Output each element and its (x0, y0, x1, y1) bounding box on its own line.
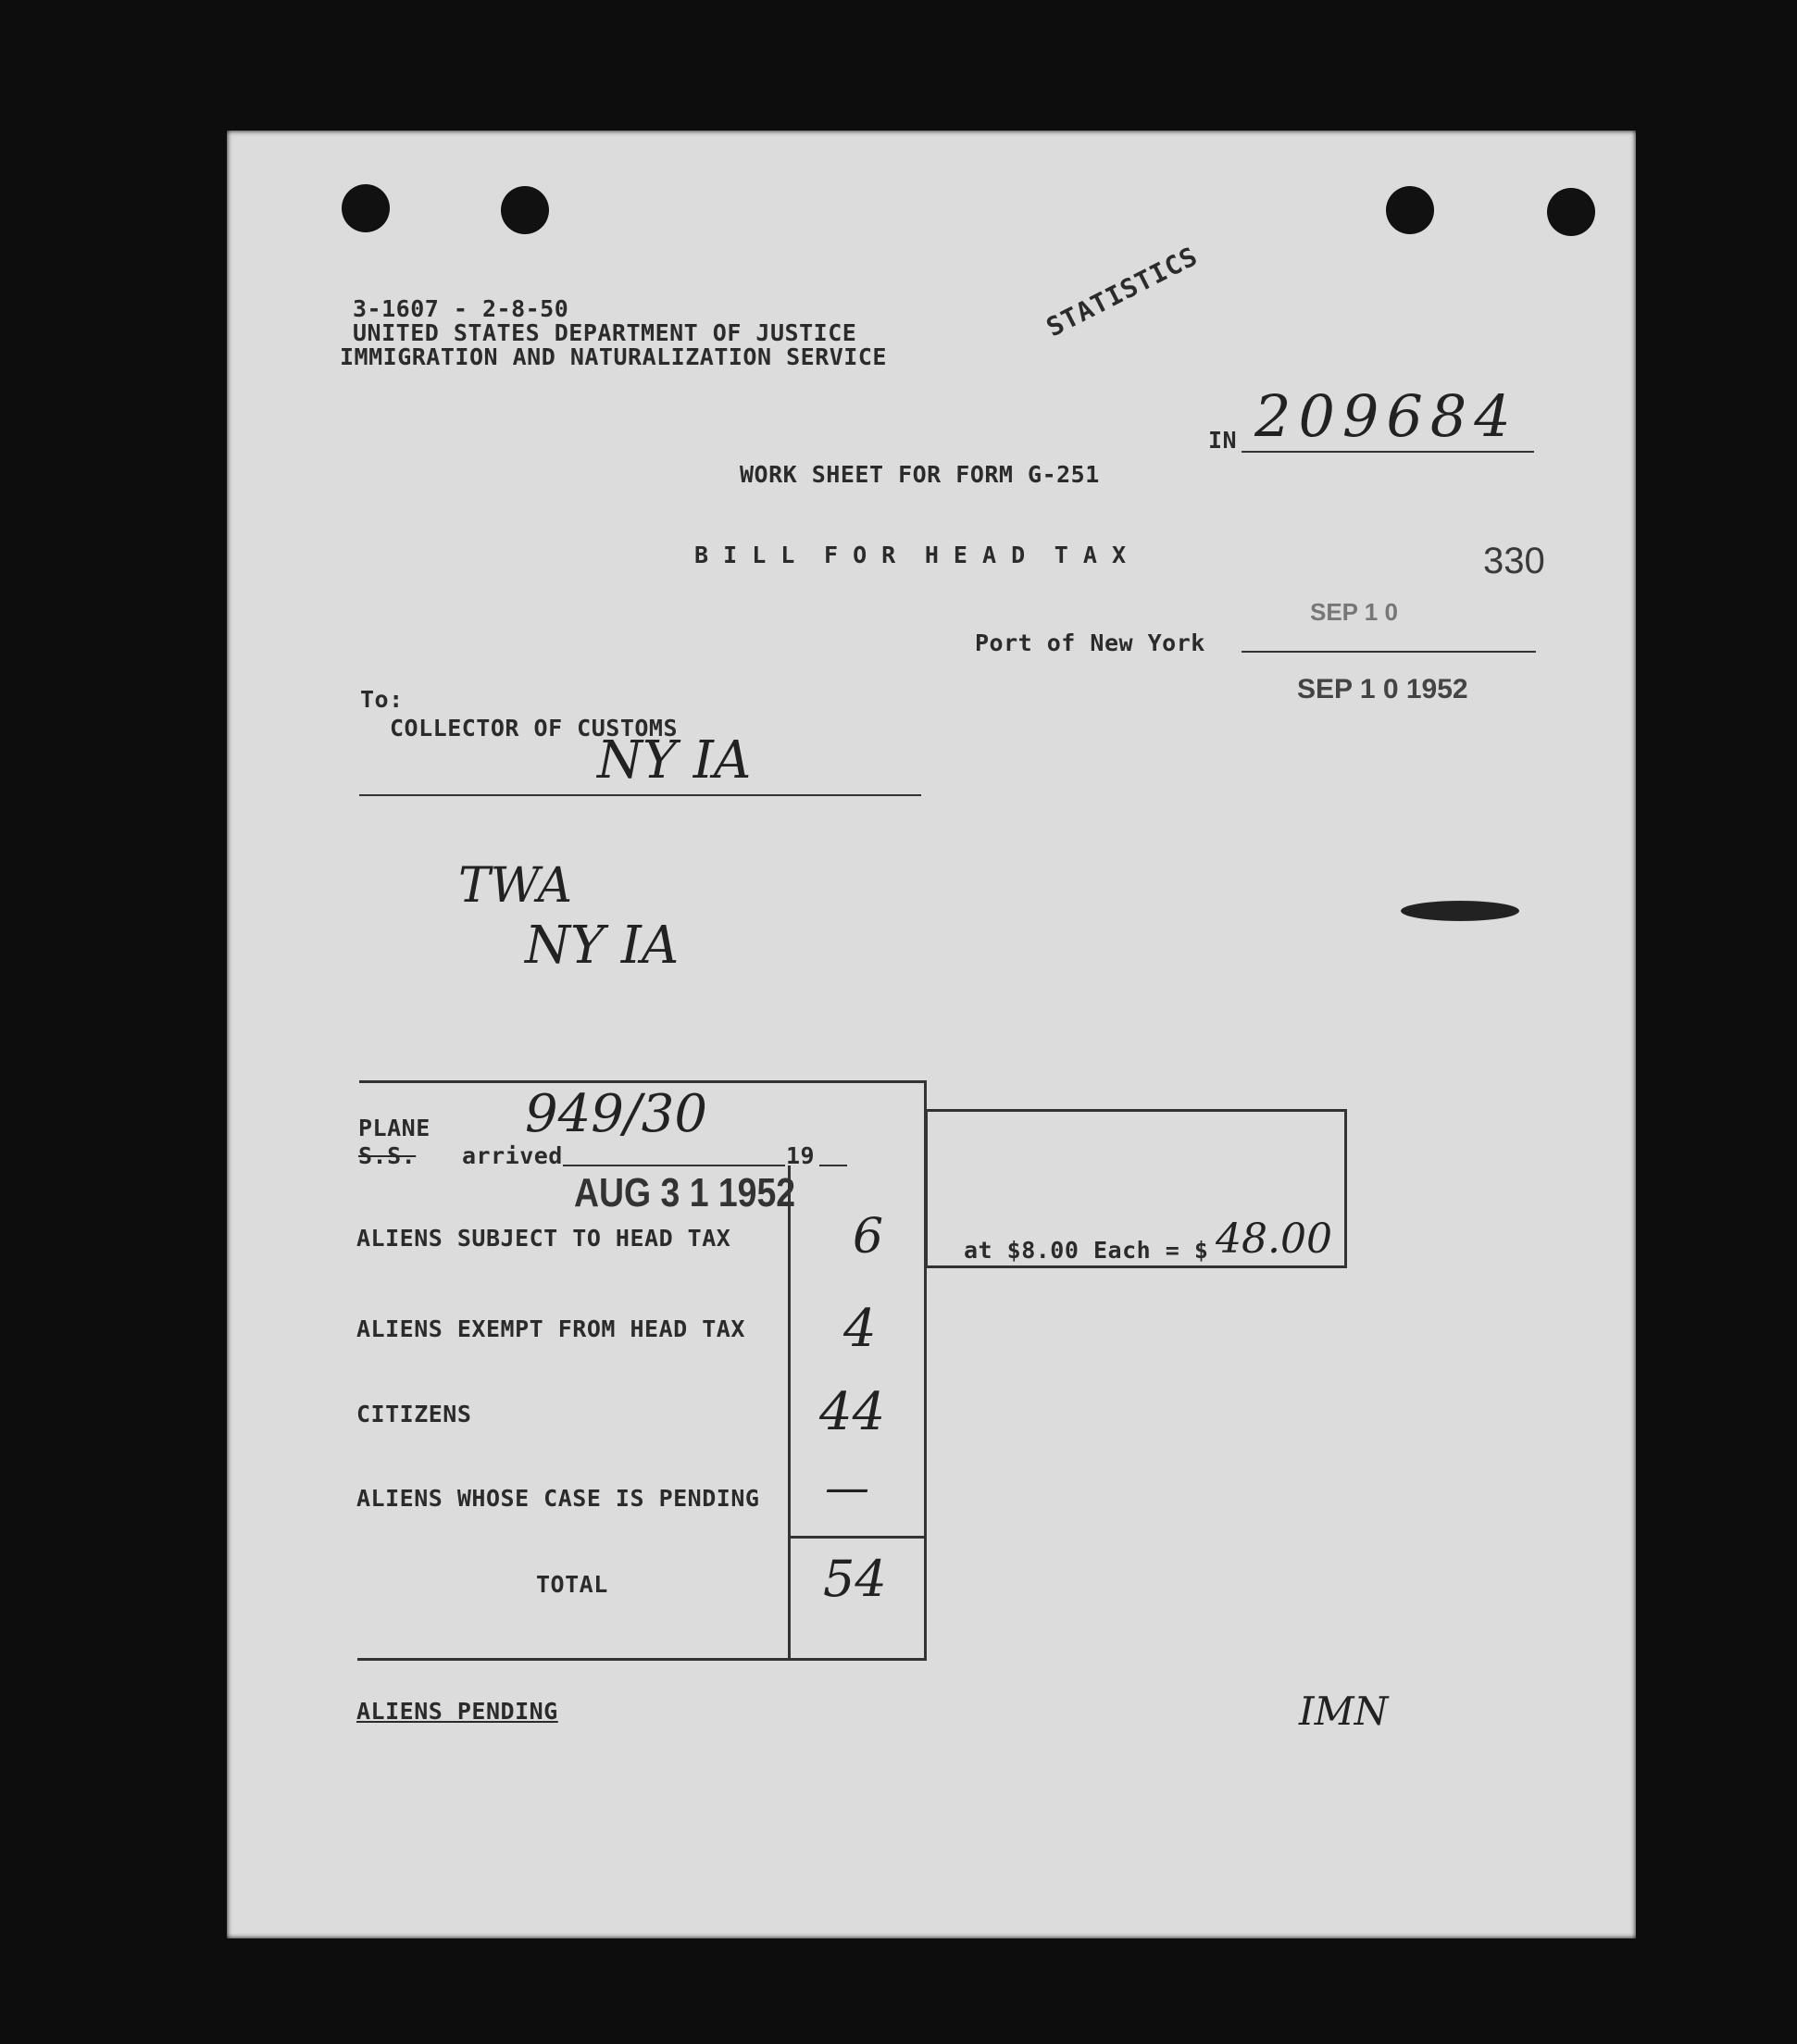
arrived-underline (563, 1165, 785, 1166)
ss-label: S.S. (358, 1142, 417, 1169)
collector-of-customs: COLLECTOR OF CUSTOMS (390, 715, 679, 742)
row-label-aliens-subject: ALIENS SUBJECT TO HEAD TAX (356, 1225, 731, 1252)
flight-number-handwritten: 949/30 (525, 1084, 708, 1144)
total-row-rule (788, 1536, 927, 1539)
bill-number: 330 (1483, 541, 1545, 581)
document-page (227, 131, 1636, 1938)
worksheet-title: WORK SHEET FOR FORM G-251 (740, 461, 1100, 488)
in-number-handwritten: 209684 (1254, 382, 1518, 450)
collector-underline (359, 794, 921, 796)
arrived-label: arrived (462, 1142, 563, 1169)
in-number-underline (1242, 451, 1534, 453)
initials-handwritten: IMN (1299, 1689, 1389, 1734)
service-name: IMMIGRATION AND NATURALIZATION SERVICE (340, 343, 887, 370)
row-value-aliens-exempt: 4 (843, 1299, 877, 1359)
date-stamp-faint: SEP 1 0 (1310, 598, 1398, 626)
table-bottom-rule (357, 1658, 927, 1661)
to-label: To: (360, 686, 404, 713)
year-underline (819, 1165, 847, 1166)
plane-label: PLANE (358, 1115, 431, 1141)
tax-amount-handwritten: 48.00 (1216, 1215, 1332, 1263)
row-value-aliens-subject: 6 (853, 1209, 884, 1265)
port-label: Port of New York (975, 629, 1205, 656)
row-value-citizens: 44 (819, 1382, 886, 1442)
row-value-aliens-pending: — (825, 1462, 869, 1514)
punch-hole (501, 186, 549, 234)
tax-rate-text: at $8.00 Each = $ (964, 1237, 1209, 1264)
date-received-stamp: SEP 1 0 1952 (1297, 674, 1468, 704)
year-prefix: 19 (786, 1142, 816, 1169)
city-handwritten: NY IA (525, 916, 680, 976)
value-column-left-border (788, 1165, 791, 1660)
punch-hole (342, 184, 390, 232)
port-date-underline (1242, 651, 1536, 653)
table-top-rule (359, 1080, 926, 1083)
aliens-pending-footer: ALIENS PENDING (356, 1698, 558, 1725)
collector-city-handwritten: NY IA (597, 730, 752, 791)
row-label-aliens-pending: ALIENS WHOSE CASE IS PENDING (356, 1485, 760, 1512)
punch-hole (1547, 188, 1595, 236)
carrier-handwritten: TWA (458, 858, 573, 914)
statistics-stamp: STATISTICS (1042, 240, 1204, 343)
form-number: 3-1607 - 2-8-50 (353, 295, 569, 322)
department-name: UNITED STATES DEPARTMENT OF JUSTICE (353, 319, 857, 346)
punch-hole (1386, 186, 1434, 234)
row-label-citizens: CITIZENS (356, 1401, 472, 1427)
bill-title: B I L L F O R H E A D T A X (694, 542, 1127, 568)
row-label-aliens-exempt: ALIENS EXEMPT FROM HEAD TAX (356, 1315, 745, 1342)
total-label: TOTAL (536, 1571, 608, 1598)
ink-smudge (1401, 901, 1519, 921)
arrival-date-stamp: AUG 3 1 1952 (574, 1170, 796, 1215)
total-value: 54 (823, 1550, 887, 1608)
in-label: IN (1208, 427, 1238, 454)
